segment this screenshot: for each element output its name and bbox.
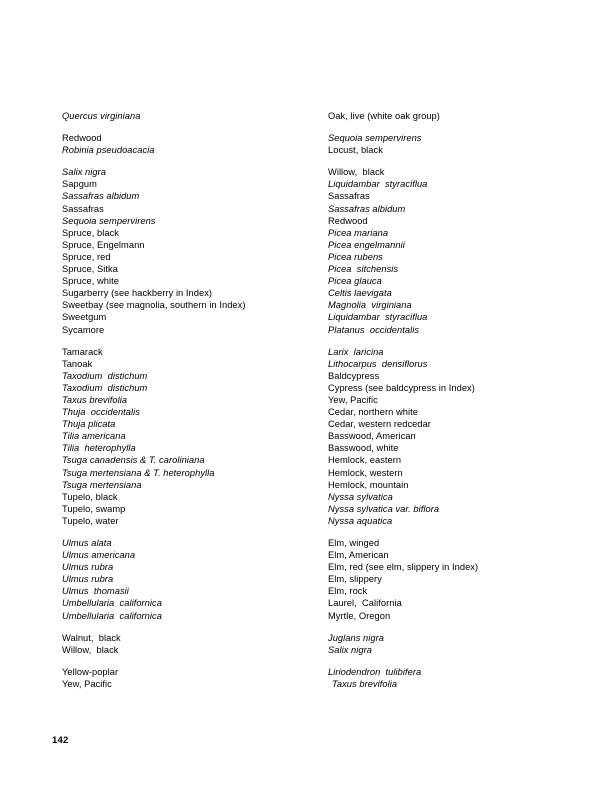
common-name-entry: Oak, live (white oak group) — [328, 111, 440, 121]
scientific-name-entry: Liriodendron tulibifera — [328, 666, 422, 677]
scientific-name-entry: Picea engelmannii — [328, 239, 405, 250]
common-name-entry: Hemlock, western — [328, 467, 403, 478]
scientific-name-entry: Thuja occidentalis — [62, 407, 140, 418]
scientific-name-entry: Umbellularia californica — [62, 610, 162, 621]
scientific-name-entry: Tsuga canadensis & T. caroliniana — [62, 455, 205, 466]
common-name-entry: Willow, black — [62, 644, 119, 655]
common-name-entry: Redwood — [62, 133, 102, 144]
scientific-name-entry: Nyssa sylvatica — [328, 491, 393, 502]
index-group — [62, 166, 317, 335]
scientific-name-entry: Tilia heterophylla — [62, 443, 136, 454]
scientific-name-entry: Taxus brevifolia — [62, 394, 128, 405]
common-name-entry: Cypress (see baldcypress in Index) — [328, 382, 475, 393]
common-name-entry: Sassafras — [62, 203, 104, 214]
common-name-entry: Tanoak — [62, 358, 93, 369]
common-name-entry: Basswood, American — [328, 431, 416, 442]
common-name-entry: Elm, red (see elm, slippery in Index) — [328, 562, 479, 573]
scientific-name-entry: Nyssa sylvatica var. biflora — [328, 503, 440, 514]
common-name-entry: Basswood, white — [328, 443, 399, 454]
common-name-entry: Spruce, red — [62, 251, 111, 262]
scientific-name-entry: Sequoia sempervirens — [62, 215, 156, 226]
scientific-name-entry: Liquidambar styraciflua — [328, 312, 428, 323]
index-group — [62, 346, 317, 527]
scientific-name-entry: Ulmus rubra — [62, 574, 114, 585]
common-name-entry: Tupelo, water — [62, 515, 119, 526]
index-group — [328, 537, 583, 622]
scientific-name-entry: Quercus virginiana — [62, 111, 141, 121]
common-name-entry: Elm, slippery — [328, 574, 382, 585]
index-group — [328, 110, 583, 122]
common-name-entry: Redwood — [328, 215, 368, 226]
scientific-name-entry: Ulmus americana — [62, 550, 136, 561]
index-group — [62, 632, 317, 656]
common-name-entry: Elm, winged — [328, 538, 380, 548]
scientific-name-entry: Tsuga mertensiana & T. heterophylla — [62, 467, 215, 478]
common-name-entry: Hemlock, eastern — [328, 455, 402, 466]
page-number: 142 — [52, 735, 69, 746]
common-name-entry: Tupelo, black — [62, 491, 118, 502]
common-name-entry: Willow, black — [328, 167, 385, 178]
scientific-name-entry: Picea mariana — [328, 227, 389, 238]
scientific-name-entry: Magnolia virginiana — [328, 300, 412, 311]
scientific-name-entry: Tilia americana — [62, 431, 126, 442]
common-name-entry: Sycamore — [62, 324, 105, 335]
common-name-entry: Spruce, Engelmann — [62, 239, 145, 250]
scientific-name-entry: Sassafras albidum — [62, 191, 140, 202]
index-group — [328, 666, 583, 690]
scientific-name-entry: Picea rubens — [328, 251, 383, 262]
scientific-name-entry: Robinia pseudoacacia — [62, 145, 155, 156]
index-group — [328, 346, 583, 527]
scientific-name-entry: Platanus occidentalis — [328, 324, 420, 335]
common-name-entry: Sassafras — [328, 191, 370, 202]
common-name-entry: Spruce, white — [62, 276, 119, 287]
common-name-entry: Baldcypress — [328, 370, 380, 381]
scientific-name-entry: Sequoia sempervirens — [328, 133, 422, 144]
index-column-left — [62, 110, 317, 700]
common-name-entry: Yellow-poplar — [62, 666, 119, 677]
common-name-entry: Tamarack — [62, 346, 103, 357]
common-name-entry: Hemlock, mountain — [328, 479, 409, 490]
common-name-entry: Elm, rock — [328, 586, 368, 597]
scientific-name-entry: Ulmus thomasii — [62, 586, 129, 597]
scientific-name-entry: Juglans nigra — [328, 632, 384, 643]
common-name-entry: Sugarberry (see hackberry in Index) — [62, 288, 213, 299]
index-group — [328, 166, 583, 335]
scientific-name-entry: Taxus brevifolia — [332, 678, 398, 689]
common-name-entry: Elm, American — [328, 550, 389, 561]
common-name-entry: Sweetbay (see magnolia, southern in Index) — [62, 300, 246, 311]
index-group — [328, 132, 583, 156]
scientific-name-entry: Tsuga mertensiana — [62, 479, 142, 490]
scientific-name-entry: Liquidambar styraciflua — [328, 179, 428, 190]
scientific-name-entry: Ulmus rubra — [62, 562, 114, 573]
scientific-name-entry: Thuja plicata — [62, 419, 116, 430]
scientific-name-entry: Celtis laevigata — [328, 288, 392, 299]
index-group — [62, 110, 317, 122]
scientific-name-entry: Picea sitchensis — [328, 264, 399, 275]
index-group — [62, 132, 317, 156]
common-name-entry: Tupelo, swamp — [62, 503, 126, 514]
index-group — [62, 666, 317, 690]
scientific-name-entry: Taxodium distichum — [62, 382, 148, 393]
scientific-name-entry: Taxodium distichum — [62, 370, 148, 381]
common-name-entry: Cedar, northern white — [328, 407, 418, 418]
common-name-entry: Cedar, western redcedar — [328, 419, 431, 430]
common-name-entry: Yew, Pacific — [62, 678, 112, 689]
common-name-entry: Locust, black — [328, 145, 383, 156]
common-name-entry: Laurel, California — [328, 598, 402, 609]
common-name-entry: Myrtle, Oregon — [328, 610, 391, 621]
index-column-right — [328, 110, 583, 700]
scientific-name-entry: Picea glauca — [328, 276, 382, 287]
common-name-entry: Spruce, Sitka — [62, 264, 118, 275]
scientific-name-entry: Sassafras albidum — [328, 203, 406, 214]
scientific-name-entry: Lithocarpus densiflorus — [328, 358, 428, 369]
index-group — [62, 537, 317, 622]
scientific-name-entry: Salix nigra — [328, 644, 372, 655]
common-name-entry: Sweetgum — [62, 312, 107, 323]
common-name-entry: Yew, Pacific — [328, 394, 378, 405]
scientific-name-entry: Ulmus alata — [62, 538, 112, 548]
common-name-entry: Walnut, black — [62, 632, 121, 643]
common-name-entry: Spruce, black — [62, 227, 119, 238]
scientific-name-entry: Umbellularia californica — [62, 598, 162, 609]
common-name-entry: Sapgum — [62, 179, 97, 190]
scientific-name-entry: Salix nigra — [62, 167, 106, 178]
scientific-name-entry: Nyssa aquatica — [328, 515, 393, 526]
index-group — [328, 632, 583, 656]
scientific-name-entry: Larix laricina — [328, 346, 384, 357]
